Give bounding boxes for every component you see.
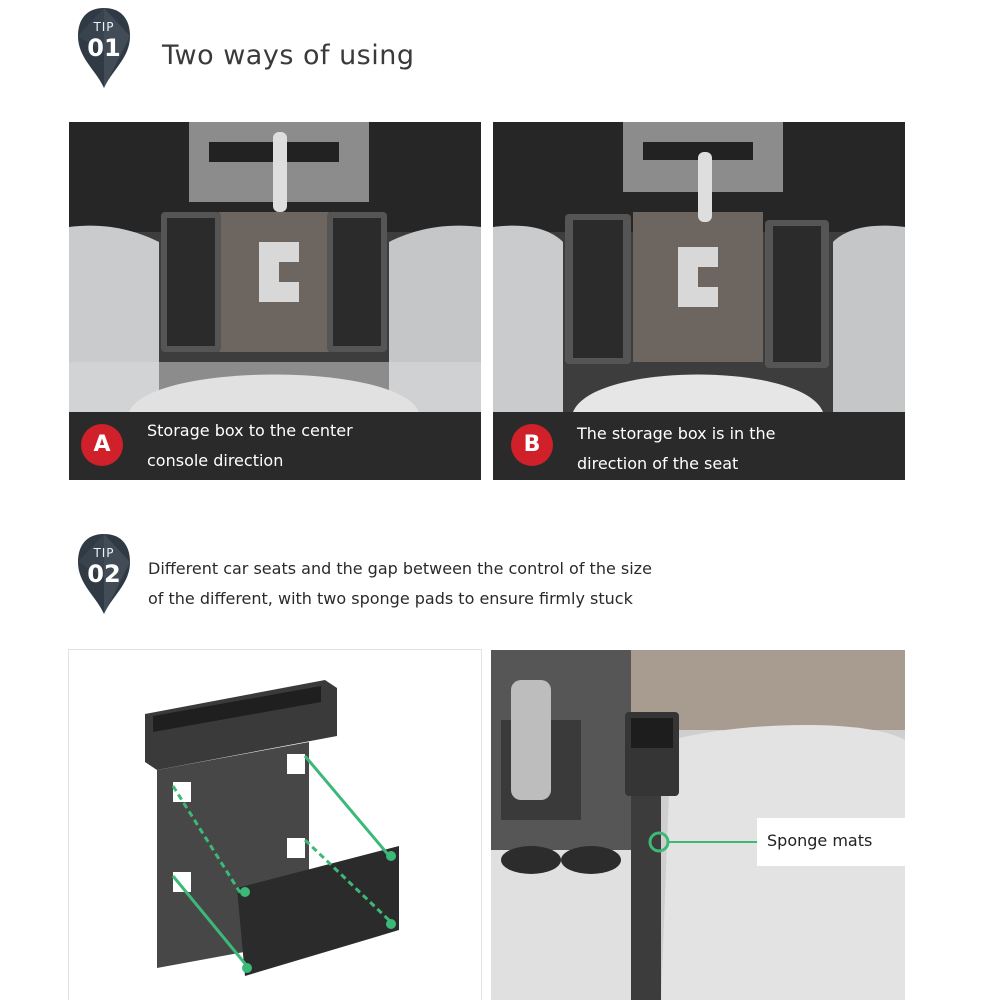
tip-02-badge	[76, 532, 132, 616]
panel-b-letter-badge: B	[511, 424, 553, 466]
panel-a-photo	[69, 122, 481, 480]
panel-a-caption-line2: console direction	[147, 451, 284, 470]
panel-b-caption-line2: direction of the seat	[577, 454, 739, 473]
tip-01-badge	[76, 6, 132, 90]
tip-01-number: 01	[87, 34, 121, 62]
product-diagram	[69, 650, 481, 1000]
tip-01-label: TIP	[93, 20, 115, 34]
panel-b-photo	[493, 122, 905, 480]
tip-01-heading: Two ways of using	[162, 40, 415, 71]
sponge-mats-label: Sponge mats	[767, 831, 873, 850]
tip-02-label: TIP	[93, 546, 115, 560]
panel-b-caption-line1: The storage box is in the	[577, 424, 776, 443]
tip-02-line1: Different car seats and the gap between the control of the size	[148, 559, 652, 578]
sponge-callout-line	[647, 830, 757, 854]
installed-photo	[491, 650, 905, 1000]
panel-a-caption-line1: Storage box to the center	[147, 421, 353, 440]
tip-02-line2: of the different, with two sponge pads to ensure firmly stuck	[148, 589, 633, 608]
panel-a-letter-badge: A	[81, 424, 123, 466]
tip-02-description	[148, 554, 652, 614]
tip-02-number: 02	[87, 560, 121, 588]
